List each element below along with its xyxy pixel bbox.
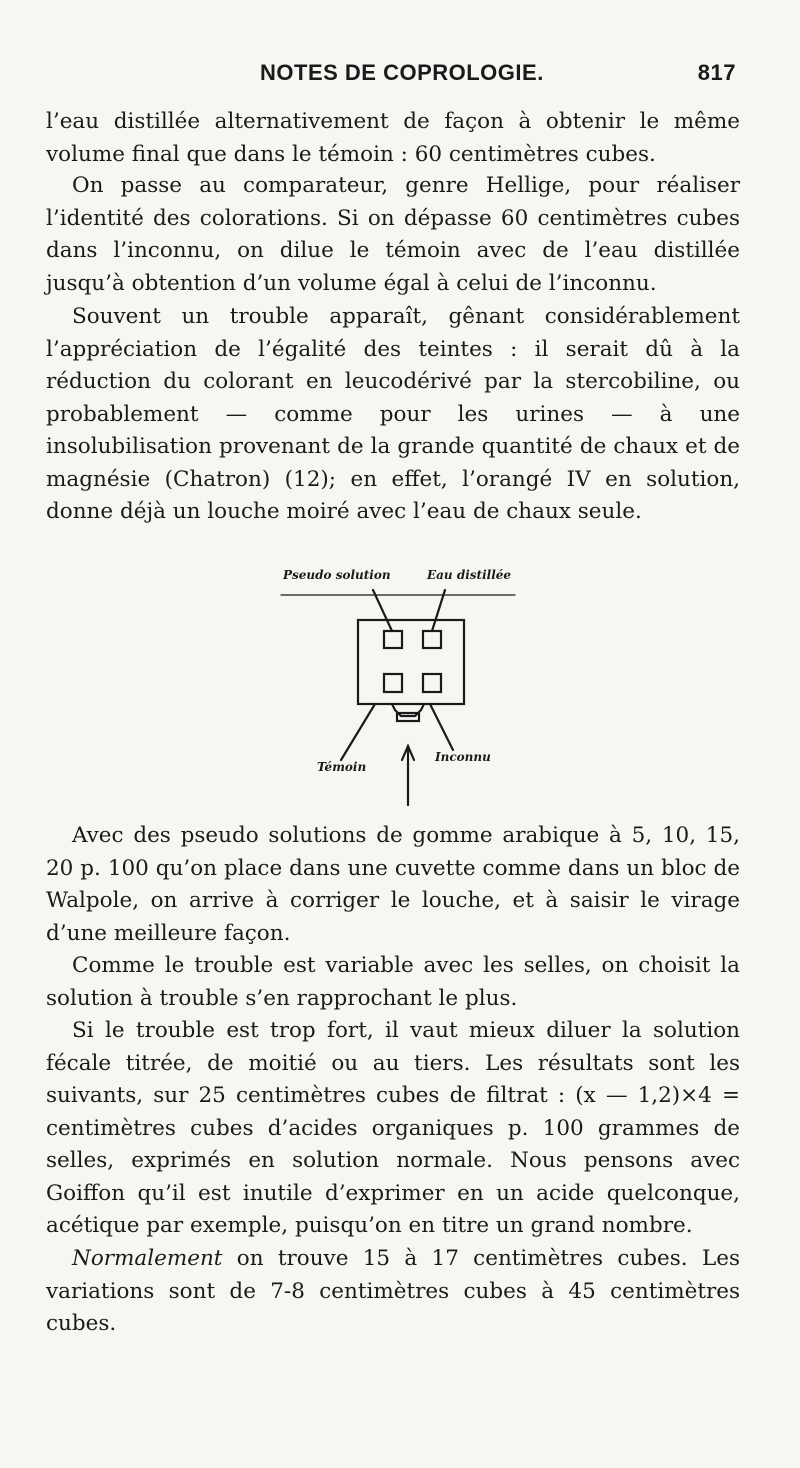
paragraph-3: Souvent un trouble apparaît, gênant considérablement l’appréciation de l’égalité des teintes : il serait dû à la réduction du colorant en leucodérivé par la stercobiline, ou probablement — comme pour les urines — à une insolubilisation provenant de la grande quantité de chaux et de magnésie (Chatron) (12); en effet, l’orangé IV en solution, donne déjà un louche moiré avec l’eau de chaux seule. <box>46 304 740 524</box>
paragraph-4: Avec des pseudo solutions de gomme arabique à 5, 10, 15, 20 p. 100 qu’on place dans une cuvette comme dans un bloc de Walpole, on arrive à corriger le louche, et à saisir le virage d’une meilleure façon. <box>46 823 740 946</box>
comparator-sketch <box>275 560 535 810</box>
comparator-drawing <box>275 560 535 810</box>
paragraph-2: On passe au comparateur, genre Hellige, pour réaliser l’identité des colorations. Si on dépasse 60 centimètres cubes dans l’inconnu, on dilue le témoin avec de l’eau distillée jusqu’à obtention d’un volume égal à celui de l’inconnu. <box>46 173 740 296</box>
paragraph-1: l’eau distillée alternativement de façon à obtenir le même volume final que dans le témoin : 60 centimètres cubes. <box>46 109 740 167</box>
paragraph-7-lead: Normalement <box>72 1246 223 1271</box>
running-title: NOTES DE COPROLOGIE. <box>260 60 544 85</box>
label-pseudo-solution: Pseudo solution <box>283 568 391 582</box>
cell-bottom-left <box>384 674 402 692</box>
paragraph-7-rest: on trouve 15 à 17 centimètres cubes. Les variations sont de 7-8 centimètres cubes à 45 centimètres cubes. <box>46 1246 740 1336</box>
paragraph-7 <box>46 1243 740 1341</box>
cell-top-left <box>384 631 402 648</box>
label-temoin: Témoin <box>317 760 367 774</box>
label-eau-distillee: Eau distillée <box>427 568 512 582</box>
page-header <box>46 60 746 94</box>
page-number: 817 <box>697 60 736 85</box>
comparator-block <box>358 620 464 704</box>
label-inconnu: Inconnu <box>435 750 491 764</box>
paragraph-6: Si le trouble est trop fort, il vaut mieux diluer la solution fécale titrée, de moitié ou au tiers. Les résultats sont les suivants, sur 25 centimètres cubes de filtrat : (x — 1,2)×4 = centimètres cubes d’acides organiques p. 100 grammes de selles, exprimés en solution normale. Nous pensons avec Goiffon qu’il est inutile d’exprimer en un acide quelconque, acétique par exemple, puisqu’on en titre un grand nombre. <box>46 1018 740 1238</box>
cell-top-right <box>423 631 441 648</box>
paragraph-5: Comme le trouble est variable avec les selles, on choisit la solution à trouble s’en rapprochant le plus. <box>46 953 740 1011</box>
cell-bottom-right <box>423 674 441 692</box>
